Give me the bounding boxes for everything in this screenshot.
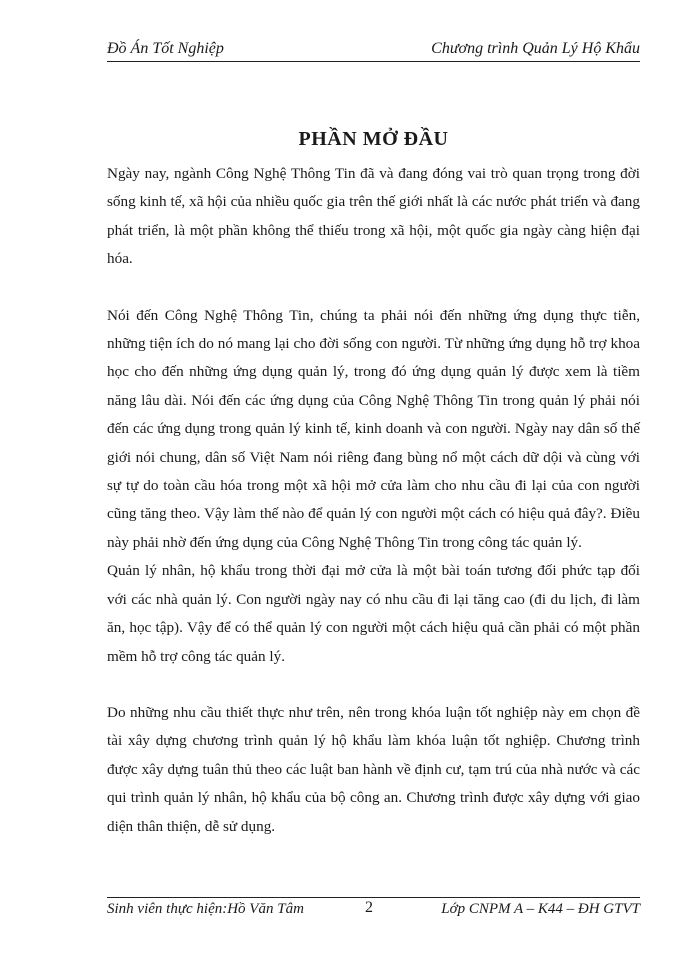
page-header: [107, 38, 640, 60]
page-title: PHẦN MỞ ĐẦU: [298, 128, 449, 150]
document-body: [107, 160, 640, 841]
footer-class: Lớp CNPM A – K44 – ĐH GTVT: [441, 901, 640, 917]
header-left-text: Đồ Án Tốt Nghiệp: [107, 40, 224, 57]
paragraph-it-applications: Nói đến Công Nghệ Thông Tin, chúng ta phải nói đến những ứng dụng thực tiễn, những tiện ích do nó mang lại cho đời sống con người. Từ những ứng dụng hỗ trợ khoa học cho đến những ứng dụng quản lý, trong đó ứng dụng quản lý được xem là tiềm năng lâu dài. Nói đến các ứng dụng của Công Nghệ Thông Tin trong quản lý phải nói đến các ứng dụng trong quản lý kinh tế, kinh doanh và con người. Ngày nay dân số thế giới nói chung, dân số Việt Nam nói riêng đang bùng nổ một cách dữ dội và cùng với sự tự do toàn cầu hóa trong một xã hội mở cửa làm cho nhu cầu đi lại của con người cũng tăng theo. Vậy làm thế nào để quản lý con người một cách có hiệu quả đây?. Điều này phải nhờ đến ứng dụng của Công Nghệ Thông Tin trong công tác quản lý.: [107, 306, 640, 551]
footer-divider: [107, 897, 640, 898]
paragraph-intro: Ngày nay, ngành Công Nghệ Thông Tin đã và đang đóng vai trò quan trọng trong đời sống kinh tế, xã hội của nhiều quốc gia trên thế giới nhất là các nước phát triển và đang phát triển, là một phần không thể thiếu trong xã hội, một quốc gia ngày càng hiện đại hóa.: [107, 165, 640, 268]
page-number: 2: [365, 899, 373, 916]
paragraph-thesis-goal: Do những nhu cầu thiết thực như trên, nên trong khóa luận tốt nghiệp này em chọn đề tài xây dựng chương trình quản lý hộ khẩu làm khóa luận tốt nghiệp. Chương trình được xây dựng tuân thủ theo các luật ban hành về định cư, tạm trú của nhà nước và các qui trình quản lý nhân, hộ khẩu của bộ công an. Chương trình được xây dựng với giao diện thân thiện, dễ sử dụng.: [107, 703, 640, 835]
footer-author: Sinh viên thực hiện:Hồ Văn Tâm: [107, 901, 304, 917]
page-footer: [107, 899, 640, 921]
paragraph-household-management: Quản lý nhân, hộ khẩu trong thời đại mở cửa là một bài toán tương đối phức tạp đối với các nhà quản lý. Con người ngày nay có nhu cầu đi lại tăng cao (đi du lịch, đi làm ăn, học tập). Vậy để có thể quản lý con người một cách hiệu quả cần phải có một phần mềm hỗ trợ công tác quản lý.: [107, 562, 640, 665]
header-right-text: Chương trình Quản Lý Hộ Khẩu: [431, 40, 640, 57]
header-divider: [107, 61, 640, 62]
